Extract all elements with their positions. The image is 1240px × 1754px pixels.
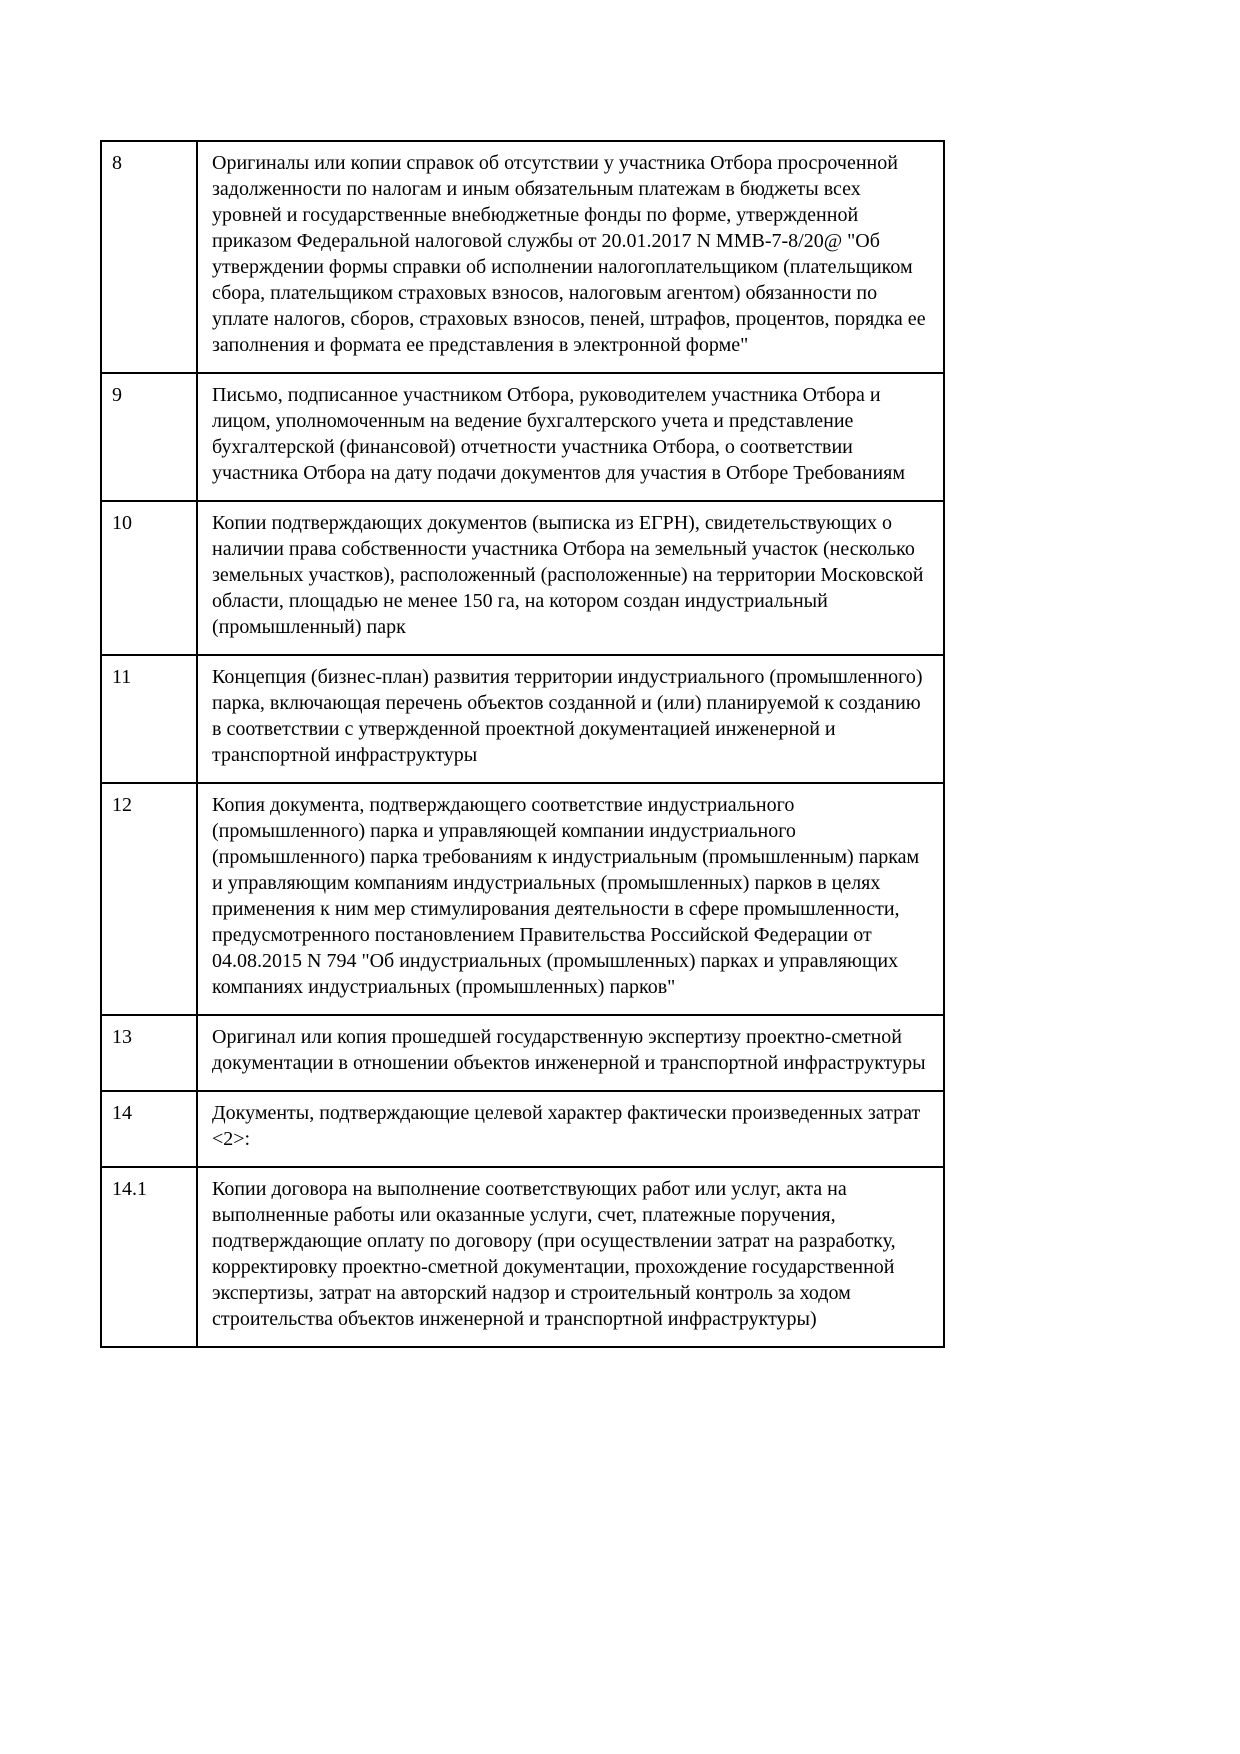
table-row xyxy=(101,373,944,501)
table-row xyxy=(101,783,944,1015)
row-number-cell: 10 xyxy=(101,501,197,655)
table-row xyxy=(101,1015,944,1091)
row-text-cell: Оригинал или копия прошедшей государственную экспертизу проектно-сметной документации в отношении объектов инженерной и транспортной инфраструктуры xyxy=(197,1015,944,1091)
row-text-cell: Копии подтверждающих документов (выписка из ЕГРН), свидетельствующих о наличии права собственности участника Отбора на земельный участок (несколько земельных участков), расположенный (расположенные) на территории Московской области, площадью не менее 150 га, на котором создан индустриальный (промышленный) парк xyxy=(197,501,944,655)
row-number-cell: 13 xyxy=(101,1015,197,1091)
table-row xyxy=(101,141,944,373)
row-text-cell: Документы, подтверждающие целевой характер фактически произведенных затрат <2>: xyxy=(197,1091,944,1167)
row-text-cell: Оригиналы или копии справок об отсутствии у участника Отбора просроченной задолженности по налогам и иным обязательным платежам в бюджеты всех уровней и государственные внебюджетные фонды по форме, утвержденной приказом Федеральной налоговой службы от 20.01.2017 N ММВ-7-8/20@ "Об утверждении формы справки об исполнении налогоплательщиком (плательщиком сбора, плательщиком страховых взносов, налоговым агентом) обязанности по уплате налогов, сборов, страховых взносов, пеней, штрафов, процентов, порядка ее заполнения и формата ее представления в электронной форме" xyxy=(197,141,944,373)
table-row xyxy=(101,1091,944,1167)
row-text-cell: Концепция (бизнес-план) развития территории индустриального (промышленного) парка, включающая перечень объектов созданной и (или) планируемой к созданию в соответствии с утвержденной проектной документацией инженерной и транспортной инфраструктуры xyxy=(197,655,944,783)
row-text-cell: Копия документа, подтверждающего соответствие индустриального (промышленного) парка и управляющей компании индустриального (промышленного) парка требованиям к индустриальным (промышленным) паркам и управляющим компаниям индустриальных (промышленных) парков в целях применения к ним мер стимулирования деятельности в сфере промышленности, предусмотренного постановлением Правительства Российской Федерации от 04.08.2015 N 794 "Об индустриальных (промышленных) парках и управляющих компаниях индустриальных (промышленных) парков" xyxy=(197,783,944,1015)
row-text-cell: Копии договора на выполнение соответствующих работ или услуг, акта на выполненные работы или оказанные услуги, счет, платежные поручения, подтверждающие оплату по договору (при осуществлении затрат на разработку, корректировку проектно-сметной документации, прохождение государственной экспертизы, затрат на авторский надзор и строительный контроль за ходом строительства объектов инженерной и транспортной инфраструктуры) xyxy=(197,1167,944,1347)
documents-table xyxy=(100,140,945,1348)
row-number-cell: 14 xyxy=(101,1091,197,1167)
table-row xyxy=(101,501,944,655)
row-number-cell: 9 xyxy=(101,373,197,501)
row-number-cell: 12 xyxy=(101,783,197,1015)
row-text-cell: Письмо, подписанное участником Отбора, руководителем участника Отбора и лицом, уполномоченным на ведение бухгалтерского учета и представление бухгалтерской (финансовой) отчетности участника Отбора, о соответствии участника Отбора на дату подачи документов для участия в Отборе Требованиям xyxy=(197,373,944,501)
row-number-cell: 11 xyxy=(101,655,197,783)
row-number-cell: 8 xyxy=(101,141,197,373)
table-row xyxy=(101,1167,944,1347)
table-row xyxy=(101,655,944,783)
row-number-cell: 14.1 xyxy=(101,1167,197,1347)
